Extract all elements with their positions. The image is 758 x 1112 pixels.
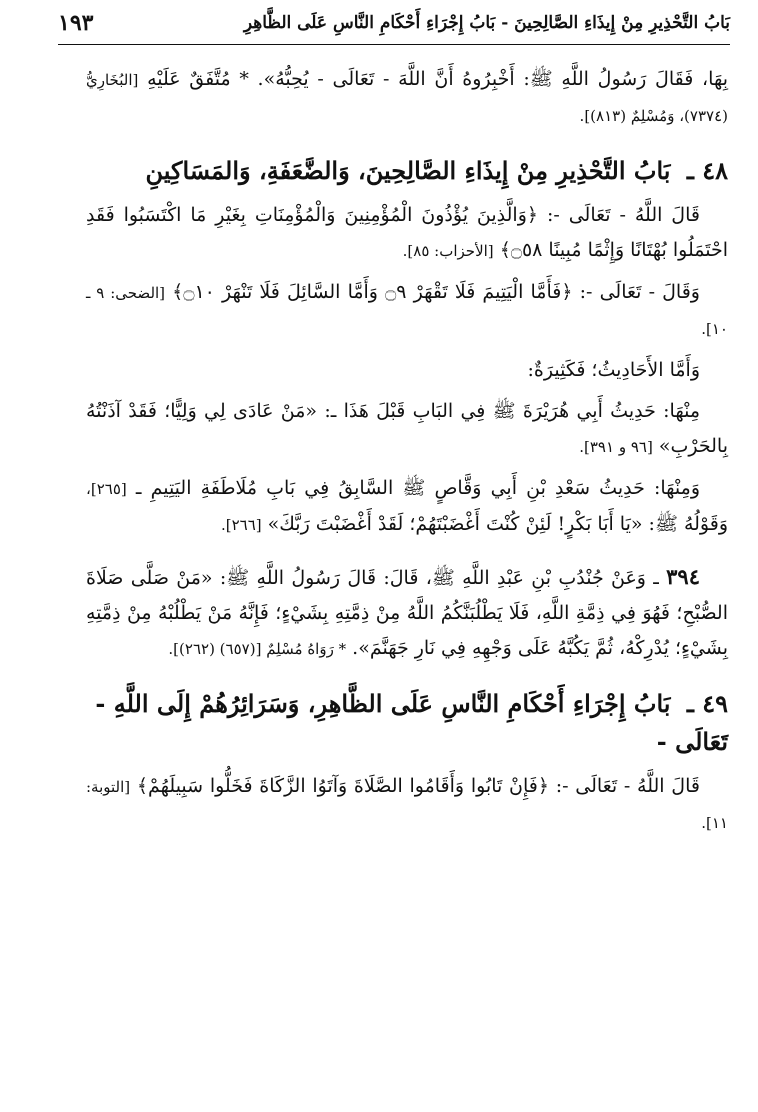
hadith-394-reference: * رَوَاهُ مُسْلِمٌ [(٦٥٧) (٢٦٢)].	[168, 640, 347, 658]
verse-2-text: ﴿فَأَمَّا الْيَتِيمَ فَلَا تَقْهَرْ ۝٩ وَأَمَّا السَّائِلَ فَلَا تَنْهَرْ ۝١٠﴾	[172, 281, 573, 303]
chapter-49-number: ٤٩ ـ	[686, 689, 728, 718]
chapter-49-verse	[86, 769, 728, 841]
chapter-49-verse-intro: قَالَ اللَّهُ - تَعَالَى -:	[555, 775, 700, 797]
verse-1-reference: [الأحزاب: ٨٥].	[402, 242, 494, 260]
ahadith-intro: وَأَمَّا الأَحَادِيثُ؛ فَكَثِيرَةٌ:	[527, 359, 700, 381]
previous-hadith-ending	[86, 62, 728, 134]
hadith-394-number: ٣٩٤	[666, 564, 700, 589]
previous-hadith-text: بِهَا، فَقَالَ رَسُولُ اللَّهِ ﷺ: أَخْبِرُوهُ أَنَّ اللَّهَ - تَعَالَى - يُحِبُّهُ». * مُتَّفَقٌ عَلَيْهِ	[147, 68, 728, 90]
chapter-49-title: بَابُ إِجْرَاءِ أَحْكَامِ النَّاسِ عَلَى الظَّاهِرِ، وَسَرَائِرُهُمْ إِلَى اللَّهِ - تَعَالَى -	[95, 689, 728, 756]
verse-1-text: ﴿وَالَّذِينَ يُؤْذُونَ الْمُؤْمِنِينَ وَالْمُؤْمِنَاتِ بِغَيْرِ مَا اكْتَسَبُوا فَقَدِ احْتَمَلُوا بُهْتَانًا وَإِثْمًا مُبِينًا ۝٥٨﴾	[86, 204, 728, 261]
page-number: ١٩٣	[58, 10, 94, 36]
running-header	[58, 6, 730, 40]
header-divider	[58, 44, 730, 45]
previous-hadith-reference: [البُخَارِيُّ (٧٣٧٤)، وَمُسْلِمٌ (٨١٣)].	[86, 71, 728, 125]
ahadith-item-1	[86, 394, 728, 465]
ahadith-item-2	[86, 471, 728, 543]
chapter-48-heading	[86, 152, 728, 190]
hadith-394	[86, 559, 728, 667]
chapter-49-verse-reference: [التوبة: ١١].	[86, 778, 728, 832]
chapter-48-verse-1	[86, 198, 728, 269]
page-body	[86, 62, 728, 841]
chapter-48-title: بَابُ التَّحْذِيرِ مِنْ إِيذَاءِ الصَّالِحِينَ، وَالضَّعَفَةِ، وَالمَسَاكِينِ	[145, 156, 671, 185]
verse-2-intro: وَقَالَ - تَعَالَى -:	[579, 281, 700, 303]
chapter-49-verse-text: ﴿فَإِنْ تَابُوا وَأَقَامُوا الصَّلَاةَ وَآتَوُا الزَّكَاةَ فَخَلُّوا سَبِيلَهُمْ﴾	[136, 775, 549, 797]
chapter-48-number: ٤٨ ـ	[686, 156, 728, 185]
verse-1-intro: قَالَ اللَّهُ - تَعَالَى -:	[546, 204, 700, 226]
chapter-49-heading	[86, 685, 728, 761]
running-header-title: بَابُ التَّحْذِيرِ مِنْ إِيذَاءِ الصَّالِحِينَ - بَابُ إِجْرَاءِ أَحْكَامِ النَّاسِ عَلَى الظَّاهِرِ	[243, 13, 730, 33]
hadith-394-text: ـ وَعَنْ جُنْدُبِ بْنِ عَبْدِ اللَّهِ ﷺ، قَالَ: قَالَ رَسُولُ اللَّهِ ﷺ: «مَنْ صَلَّى صَلَاةَ الصُّبْحِ؛ فَهُوَ فِي ذِمَّةِ اللَّهِ، فَلَا يَطْلُبَنَّكُمُ اللَّهُ مِنْ ذِمَّتِهِ بِشَيْءٍ؛ فَإِنَّهُ مَنْ يَطْلُبْهُ مِنْ ذِمَّتِهِ بِشَيْءٍ؛ يُدْرِكْهُ، ثُمَّ يَكُبَّهُ عَلَى وَجْهِهِ فِي نَارِ جَهَنَّمَ».	[86, 567, 728, 659]
ahadith-item-2-continuation: وَقَوْلُهُ ﷺ: «يَا أَبَا بَكْرٍ! لَئِنْ كُنْتَ أَغْضَبْتَهُمْ؛ لَقَدْ أَغْضَبْتَ رَبَّكَ»	[267, 513, 728, 535]
ahadith-item-2-reference-2: [٢٦٦].	[220, 516, 262, 534]
chapter-48-verse-2	[86, 275, 728, 347]
ahadith-item-1-text: مِنْهَا: حَدِيثُ أَبِي هُرَيْرَةَ ﷺ فِي البَابِ قَبْلَ هَذَا ـ: «مَنْ عَادَى لِي وَلِيًّا؛ فَقَدْ آذَنْتُهُ بِالحَرْبِ»	[86, 400, 728, 457]
ahadith-item-1-reference: [٩٦ و ٣٩١].	[579, 438, 653, 456]
ahadith-item-2-text: وَمِنْهَا: حَدِيثُ سَعْدِ بْنِ أَبِي وَقَّاصٍ ﷺ السَّابِقُ فِي بَابِ مُلَاطَفَةِ اليَتِيمِ ـ	[135, 477, 701, 499]
verse-2-reference: [الضحى: ٩ ـ ١٠].	[86, 284, 728, 338]
ahadith-item-2-reference-1: [٢٦٥]،	[86, 480, 127, 498]
